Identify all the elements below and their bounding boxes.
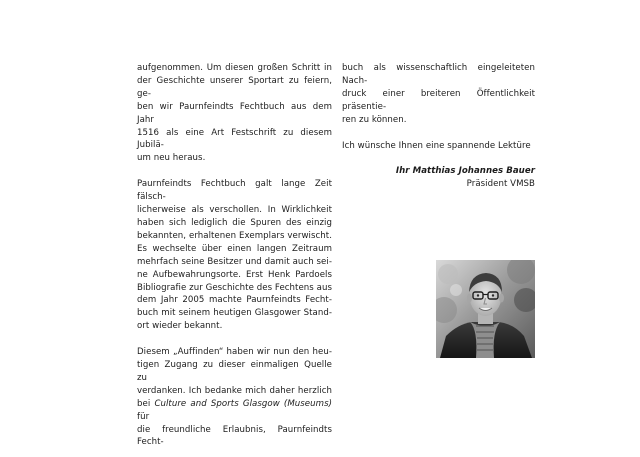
text-line: ren zu können. xyxy=(342,114,407,125)
paragraph-gap xyxy=(137,165,332,178)
text-line: buch als wissenschaftlich eingeleiteten Nach- xyxy=(342,63,535,86)
author-portrait-photo xyxy=(436,260,535,358)
text-line: Ich wünsche Ihnen eine spannende Lektüre xyxy=(342,140,531,151)
text-line: um neu heraus. xyxy=(137,153,206,164)
signature-role: Präsident VMSB xyxy=(466,179,535,190)
text-line: ben wir Paurnfeindts Fechtbuch aus dem Jahr xyxy=(137,101,332,125)
text-line: Diesem „Auffinden“ haben wir nun den heu- xyxy=(137,347,332,358)
right-text-column xyxy=(342,62,535,191)
text-line: verdanken. Ich bedanke mich daher herzlich xyxy=(137,385,332,396)
text-line: ort wieder bekannt. xyxy=(137,321,223,332)
text-line: druck einer breiteren Öffentlichkeit präsentie- xyxy=(342,88,535,112)
signature-name: Ihr Matthias Johannes Bauer xyxy=(395,166,535,177)
text-line: der Geschichte unserer Sportart zu feiern, ge- xyxy=(137,75,332,99)
text-line: Paurnfeindts Fechtbuch galt lange Zeit fälsch- xyxy=(137,179,332,203)
text-line: buch mit seinem heutigen Glasgower Stand- xyxy=(137,308,332,319)
text-line: Es wechselte über einen langen Zeitraum xyxy=(137,243,332,254)
text-line: tigen Zugang zu dieser einmaligen Quelle zu xyxy=(137,360,332,383)
text-fragment: für xyxy=(137,411,150,422)
text-line: bekannten, erhaltenen Exemplars verwischt. xyxy=(137,230,332,241)
text-line: aufgenommen. Um diesen großen Schritt in xyxy=(137,63,332,73)
museum-name-italic: Culture and Sports Glasgow (Museums) xyxy=(154,398,332,409)
text-line: dem Jahr 2005 machte Paurnfeindts Fecht- xyxy=(137,295,332,306)
text-line: haben sich lediglich die Spuren des einzig xyxy=(137,217,332,228)
text-fragment: bei xyxy=(137,398,155,409)
left-text-column xyxy=(137,62,332,449)
text-line: 1516 als eine Art Festschrift zu diesem Jubilä- xyxy=(137,127,332,151)
text-line: Bibliografie zur Geschichte des Fechtens aus xyxy=(137,282,332,293)
text-line-with-italic xyxy=(137,398,332,424)
paragraph-gap xyxy=(342,127,535,140)
text-line: ne Aufbewahrungsorte. Erst Henk Pardoels xyxy=(137,269,332,280)
text-line: mehrfach seine Besitzer und damit auch sei- xyxy=(137,256,332,267)
text-line: licherweise als verschollen. In Wirklichkeit xyxy=(137,205,332,216)
portrait-image xyxy=(436,260,535,358)
text-line: die freundliche Erlaubnis, Paurnfeindts Fecht- xyxy=(137,424,332,448)
paragraph-gap xyxy=(137,333,332,346)
